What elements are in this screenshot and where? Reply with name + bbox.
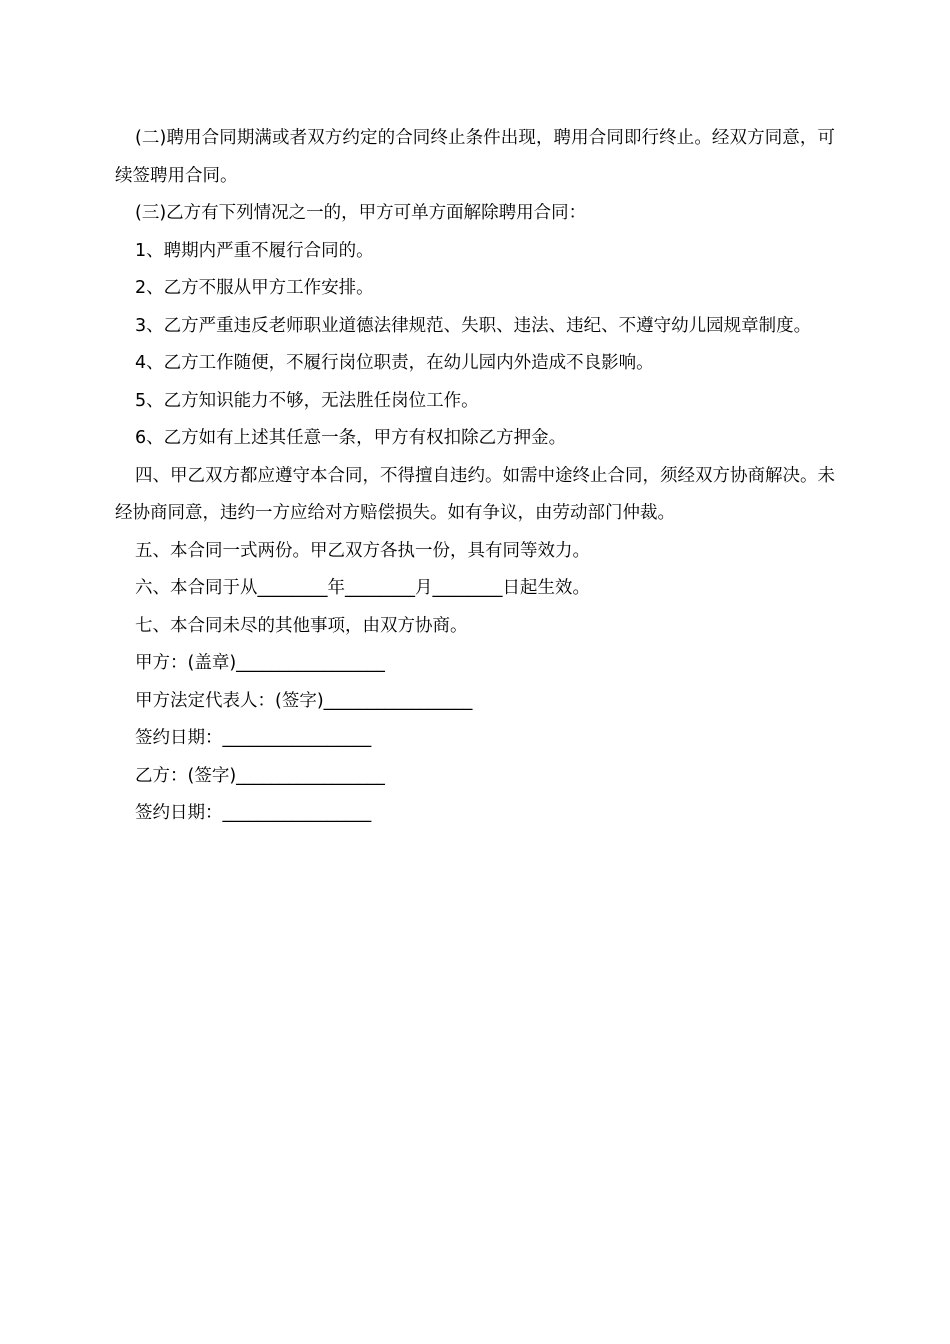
article-4-compliance: 四、甲乙双方都应遵守本合同，不得擅自违约。如需中途终止合同，须经双方协商解决。未经协商同意，违约一方应给对方赔偿损失。如有争议，由劳动部门仲裁。 (115, 465, 835, 523)
clause-2-termination: (二)聘用合同期满或者双方约定的合同终止条件出现，聘用合同即行终止。经双方同意，可续签聘用合同。 (115, 128, 835, 186)
article-7-other-matters: 七、本合同未尽的其他事项，由双方协商。 (135, 615, 468, 636)
dismissal-item-4: 4、乙方工作随便，不履行岗位职责，在幼儿园内外造成不良影响。 (135, 353, 654, 373)
party-b-signature-line: 乙方：(签字)_________________ (135, 765, 385, 786)
dismissal-item-6: 6、乙方如有上述其任意一条，甲方有权扣除乙方押金。 (135, 428, 567, 448)
dismissal-item-1: 1、聘期内严重不履行合同的。 (135, 240, 374, 261)
party-a-signing-date-line: 签约日期：_________________ (135, 728, 372, 748)
party-a-seal-line: 甲方：(盖章)_________________ (135, 653, 385, 673)
party-a-representative-signature-line: 甲方法定代表人：(签字)_________________ (135, 690, 473, 711)
dismissal-item-5: 5、乙方知识能力不够，无法胜任岗位工作。 (135, 390, 479, 411)
clause-3-dismissal-intro: (三)乙方有下列情况之一的，甲方可单方面解除聘用合同： (135, 203, 587, 223)
article-5-copies: 五、本合同一式两份。甲乙双方各执一份，具有同等效力。 (135, 540, 590, 561)
dismissal-item-2: 2、乙方不服从甲方工作安排。 (135, 278, 374, 298)
party-b-signing-date-line: 签约日期：_________________ (135, 803, 372, 823)
article-6-effective-date: 六、本合同于从________年________月________日起生效。 (135, 578, 590, 598)
contract-body (115, 120, 835, 833)
dismissal-item-3: 3、乙方严重违反老师职业道德法律规范、失职、违法、违纪、不遵守幼儿园规章制度。 (135, 315, 812, 336)
